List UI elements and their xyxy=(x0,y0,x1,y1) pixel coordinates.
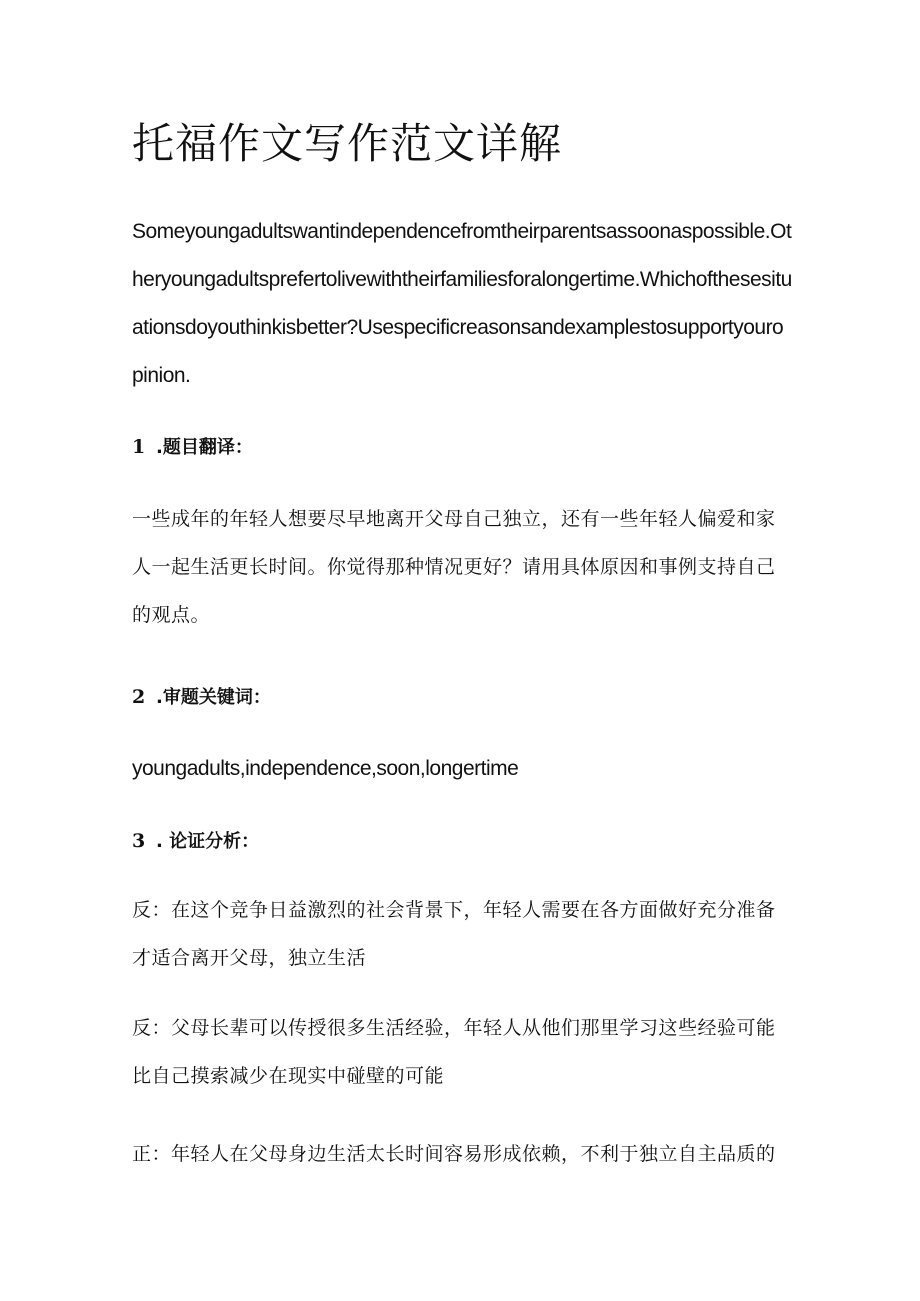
analysis-point-1: 反：在这个竞争日益激烈的社会背景下，年轻人需要在各方面做好充分准备才适合离开父母，独立生活 xyxy=(132,899,776,969)
section-heading-keywords xyxy=(132,682,792,713)
section-number: 2 xyxy=(132,686,146,708)
section-heading-analysis xyxy=(132,826,792,857)
essay-prompt: Someyoungadultswantindependencefromtheirparentsassoonaspossible.Otheryoungadultsprefertolivewiththeirfamiliesforalongertime.Whichofthesesituationsdoyouthinkisbetter?Usespecificreasonsandexamplestosupportyouropinion. xyxy=(132,220,792,387)
document-title: 托福作文写作范文详解 xyxy=(132,119,563,168)
section-label: .题目翻译： xyxy=(156,437,253,458)
section-heading-translation xyxy=(132,432,792,463)
section-number: 1 xyxy=(132,436,146,458)
section-number: 3 xyxy=(132,830,146,852)
section-label: .审题关键词： xyxy=(156,687,271,708)
translation-text: 一些成年的年轻人想要尽早地离开父母自己独立，还有一些年轻人偏爱和家人一起生活更长时间。你觉得那种情况更好？请用具体原因和事例支持自己的观点。 xyxy=(132,508,776,626)
analysis-point-2: 反：父母长辈可以传授很多生活经验，年轻人从他们那里学习这些经验可能比自己摸索减少在现实中碰壁的可能 xyxy=(132,1017,776,1087)
keywords-text: youngadults,independence,soon,longertime xyxy=(132,757,519,780)
analysis-point-3: 正：年轻人在父母身边生活太长时间容易形成依赖，不利于独立自主品质的 xyxy=(132,1143,776,1165)
section-label: . 论证分析： xyxy=(156,831,260,852)
